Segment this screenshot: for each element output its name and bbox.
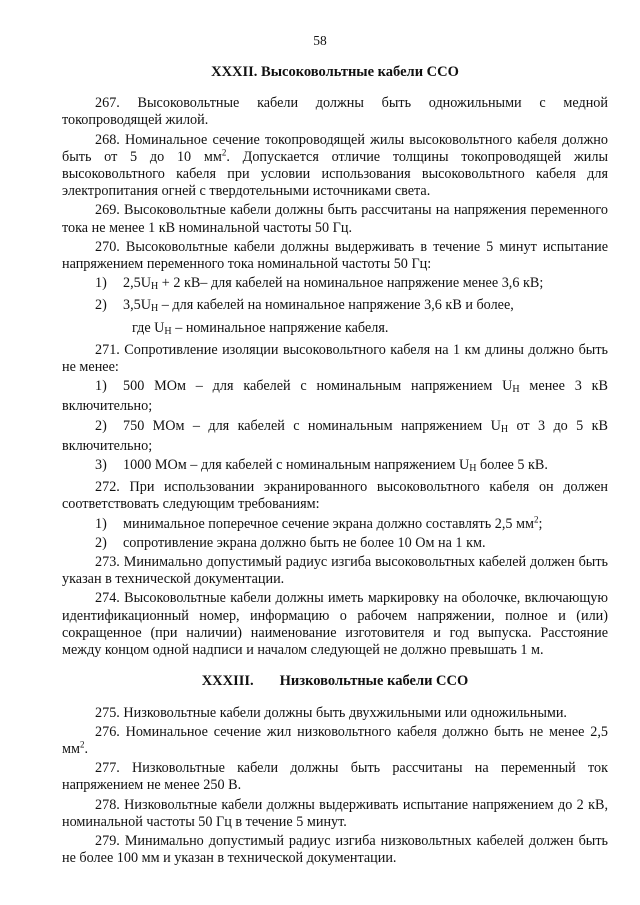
section-title-xxxiii: [62, 673, 608, 690]
list-item-text-a: 3,5U: [123, 297, 151, 314]
paragraph-273: 273. Минимально допустимый радиус изгиба высоковольтных кабелей должен быть указан в технической документации.: [62, 554, 608, 588]
list-item-text-a: 2,5U: [123, 275, 151, 292]
subscript: Н: [469, 463, 477, 475]
list-marker: 2): [95, 534, 107, 551]
note-text-a: где U: [132, 319, 165, 336]
list-item-text-a: минимальное поперечное сечение экрана должно составлять 2,5 мм: [123, 515, 534, 532]
document-body: [62, 64, 608, 869]
list-item-text-a: 1000 МОм – для кабелей с номинальным напряжением U: [123, 457, 470, 474]
list-item-text: сопротивление экрана должно быть не более 10 Ом на 1 км.: [123, 534, 486, 551]
section-title-xxxii: XXXII. Высоковольтные кабели ССО: [211, 64, 459, 80]
list-marker: 1): [95, 378, 107, 395]
section-heading-text: Низковольтные кабели ССО: [279, 673, 469, 690]
paragraph-279: 279. Минимально допустимый радиус изгиба низковольтных кабелей должен быть не более 100 мм и указан в технической документации.: [62, 832, 608, 867]
superscript: 2: [221, 147, 227, 158]
list-item-271-2: [62, 418, 608, 455]
paragraph-276-text-a: 276. Номинальное сечение жил низковольтного кабеля должно быть не менее 2,5 мм: [62, 723, 608, 757]
list-item-text-b: + 2 кВ– для кабелей на номинальное напряжение менее 3,6 кВ;: [158, 275, 544, 292]
superscript: 2: [79, 739, 85, 750]
paragraph-271: 271. Сопротивление изоляции высоковольтного кабеля на 1 км длины должно быть не менее:: [62, 341, 608, 376]
page-number: 58: [313, 33, 327, 48]
subscript: Н: [512, 384, 520, 396]
list-item-text-b: более 5 кВ.: [476, 457, 548, 474]
list-item-270-2: [62, 297, 608, 317]
list-marker: 2): [95, 417, 107, 434]
list-item-text-b: менее 3 кВ включительно;: [62, 378, 608, 415]
list-item-272-1: [62, 513, 608, 533]
paragraph-268-text-a: 268. Номинальное сечение токопроводящей жилы высоковольтного кабеля должно быть от 5 до 10 мм: [62, 131, 608, 165]
list-item-271-1: [62, 378, 608, 415]
section-number: XXXIII.: [201, 673, 254, 690]
list-marker: 1): [95, 275, 107, 292]
paragraph-278: 278. Низковольтные кабели должны выдерживать испытание напряжением до 2 кВ, номинальной частоты 50 Гц в течение 5 минут.: [62, 796, 608, 830]
paragraph-267: 267. Высоковольтные кабели должны быть одножильными с медной токопроводящей жилой.: [62, 95, 608, 129]
superscript: 2: [533, 513, 539, 524]
subscript: Н: [150, 281, 159, 293]
paragraph-277: 277. Низковольтные кабели должны быть рассчитаны на переменный ток напряжением не менее 250 В.: [62, 760, 608, 794]
subscript: Н: [164, 325, 172, 337]
paragraph-268-text-b: . Допускается отличие толщины токопроводящей жилы высоковольтного кабеля при условии использования высоковольтного кабеля для электропитания огней с твердотельными источниками света.: [62, 148, 608, 200]
list-marker: 3): [95, 457, 107, 474]
list-item-text-a: 750 МОм – для кабелей с номинальным напряжением U: [123, 417, 501, 434]
paragraph-276-text-b: .: [84, 740, 89, 757]
paragraph-276: [62, 724, 608, 758]
note-270: [62, 320, 608, 340]
list-item-text-b: – для кабелей на номинальное напряжение 3,6 кВ и более,: [158, 297, 514, 314]
list-item-270-1: [62, 275, 608, 295]
list-item-272-2: [62, 535, 608, 552]
list-item-text-b: от 3 до 5 кВ включительно;: [62, 417, 608, 454]
paragraph-275: 275. Низковольтные кабели должны быть двухжильными или одножильными.: [95, 704, 567, 721]
list-marker: 1): [95, 515, 107, 532]
paragraph-269: 269. Высоковольтные кабели должны быть рассчитаны на напряжения переменного тока не менее 1 кВ номинальной частоты 50 Гц.: [62, 202, 608, 236]
paragraph-268: [62, 132, 608, 201]
paragraph-274: 274. Высоковольтные кабели должны иметь маркировку на оболочке, включающую идентификационный номер, информацию о рабочем напряжении, полное и (или) сокращенное (при наличии) наименование изготовителя и год выпуска. Расстояние между концом одной надписи и началом следующей не должно превышать 1 м.: [62, 590, 608, 659]
list-marker: 2): [95, 297, 107, 314]
list-item-271-3: [62, 457, 608, 477]
list-item-text-a: 500 МОм – для кабелей с номинальным напряжением U: [123, 378, 513, 395]
subscript: Н: [150, 303, 159, 315]
note-text-b: – номинальное напряжение кабеля.: [171, 319, 389, 336]
list-item-text-b: ;: [538, 515, 543, 532]
subscript: Н: [500, 423, 509, 435]
paragraph-270: 270. Высоковольтные кабели должны выдерживать в течение 5 минут испытание напряжением переменного тока номинальной частоты 50 Гц:: [62, 238, 608, 273]
paragraph-272: 272. При использовании экранированного высоковольтного кабеля он должен соответствовать следующим требованиям:: [62, 479, 608, 513]
